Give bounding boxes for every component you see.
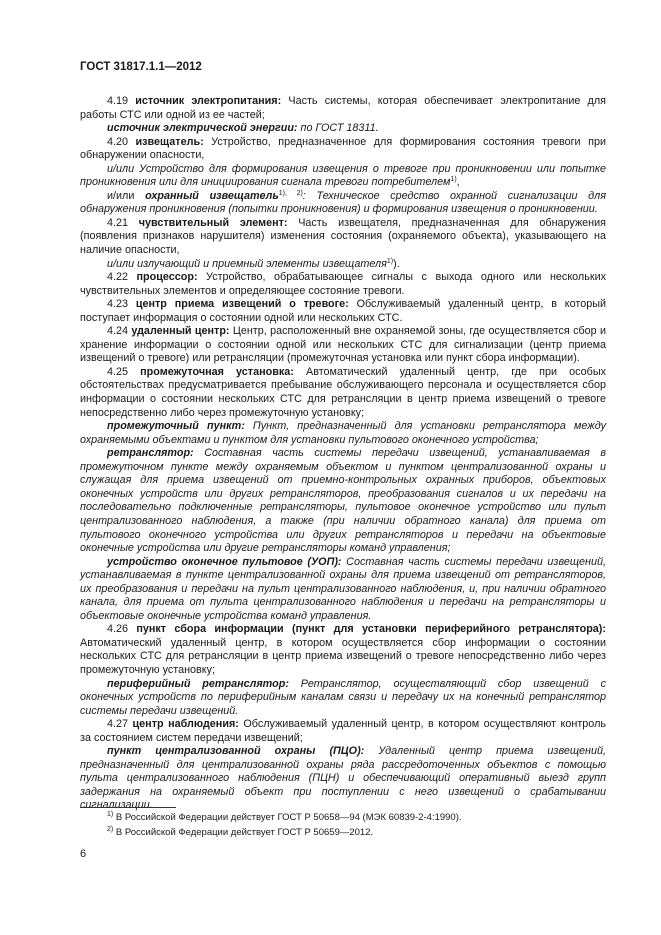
term: периферийный ретранслятор:	[107, 677, 289, 690]
footnote-ref: 1), 2)	[278, 189, 303, 197]
footnote-2: $^{2)}$ В Российской Федерации действует ГОСТ Р 50659—2012.	[107, 826, 374, 838]
page-header: ГОСТ 31817.1.1—2012	[80, 61, 202, 73]
term: охранный извещатель	[145, 189, 279, 202]
term: чувствительный элемент:	[138, 216, 288, 229]
term: процессор:	[136, 271, 198, 284]
footnote-divider	[80, 807, 176, 808]
paragraph-4-19: 4.19 источник электропитания: Часть системы, которая обеспечивает электропитание для работы СТС или одной из ее частей;	[80, 95, 607, 121]
paragraph-repeater: ретранслятор: Составная часть системы передачи извещений, устанавливаемая в промежуточном пункте между охраняемым объектом и пунктом централизованной охраны и служащая для приема извещений от приемно-контрольных охранных приборов, объектовых оконечных устройств или других ретрансляторов, преобразования сигналов и их передачи на последовательно подключенные ретрансляторы, пультовое оконечное устройство или пульт централизованного наблюдения, а также (при наличии обратного канала) для приема от пультового оконечного устройства или других ретрансляторов и передачи на объектовые оконечные устройства или другие ретрансляторы команд управления;	[80, 447, 606, 555]
paragraph-4-20-alt: и/или охранный извещатель$^{1), 2)}$: Техническое средство охранной сигнализации для обнаружения проникновения (попытки проникновения) и формирования извещения о проникновении.	[80, 189, 606, 216]
footnote-ref: 1)	[450, 176, 457, 184]
paragraph-4-27: 4.27 центр наблюдения: Обслуживаемый удаленный центр, в котором осуществляют контроль за состоянием систем передачи извещений;	[80, 718, 607, 744]
document-body	[80, 95, 606, 813]
term: центр наблюдения:	[132, 718, 239, 731]
paragraph-pco: пункт централизованной охраны (ПЦО): Удаленный центр приема извещений, предназначенный для централизованной охраны ряда рассредоточенных объектов с помощью пульта централизованного наблюдения (ПЦН) и обеспечивающий оперативный выезд групп задержания на охраняемый объект при поступлении с него извещений о срабатывании сигнализации.	[80, 745, 607, 812]
paragraph-4-24: 4.24 удаленный центр: Центр, расположенный вне охраняемой зоны, где осуществляется сбор и хранение информации о состоянии одной или нескольких СТС для сигнализации (центр приема извещений о тревоге) или ретрансляции (промежуточная установка или пункт сбора информации).	[80, 325, 607, 365]
paragraph-4-20-or: и/или Устройство для формирования извещения о тревоге при проникновении или попытке проникновения или для инициирования сигнала тревоги потребителем$^{1)}$,	[80, 162, 606, 189]
paragraph-4-21-or: и/или излучающий и приемный элементы извещателя$^{1)}$).	[107, 257, 400, 270]
term: удаленный центр:	[131, 325, 230, 338]
footnote-ref: 1)	[386, 257, 394, 265]
term: источник электрической энергии:	[107, 122, 298, 135]
paragraph-peripheral-repeater: периферийный ретранслятор: Ретранслятор, осуществляющий сбор извещений с оконечных устройств по периферийным каналам связи и передачу их на конечный ретранслятор системы передачи извещений.	[80, 677, 606, 717]
paragraph-4-20: 4.20 извещатель: Устройство, предназначенное для формирования состояния тревоги при обнаружении опасности,	[80, 135, 606, 162]
term: извещатель:	[135, 135, 204, 148]
term: источник электропитания:	[135, 95, 282, 107]
paragraph-4-25: 4.25 промежуточная установка: Автоматический удаленный центр, где при особых обстоятельствах предусматривается пребывание обслуживающего персонала и осуществляется сбор информации о состоянии нескольких СТС для ретрансляции в центр приема извещений о тревоге непосредственно либо через промежуточную установку;	[80, 365, 606, 419]
term: пункт централизованной охраны (ПЦО):	[107, 745, 365, 758]
page-number: 6	[80, 848, 87, 860]
term: устройство оконечное пультовое (УОП):	[107, 555, 342, 568]
term: промежуточный пункт:	[107, 420, 245, 433]
term: промежуточная установка:	[140, 365, 294, 378]
paragraph-intermediate-point: промежуточный пункт: Пункт, предназначенный для установки ретранслятора между охраняемыми объектами и пунктом для установки пультового оконечного устройства;	[80, 420, 606, 446]
footnote-1: $^{1)}$ В Российской Федерации действует ГОСТ Р 50658—94 (МЭК 60839-2-4:1990).	[107, 811, 462, 823]
paragraph-4-23: 4.23 центр приема извещений о тревоге: Обслуживаемый удаленный центр, в который поступает информация о состоянии одной или нескольких СТС.	[80, 298, 606, 324]
term: центр приема извещений о тревоге:	[135, 298, 349, 311]
paragraph-4-22: 4.22 процессор: Устройство, обрабатывающее сигналы с выхода одного или нескольких чувствительных элементов и определяющее состояние тревоги.	[80, 271, 607, 297]
paragraph-4-21: 4.21 чувствительный элемент: Часть извещателя, предназначенная для обнаружения (появления признаков нарушителя) изменения состояния (охраняемого объекта), указывающего на наличие опасности,	[80, 216, 607, 257]
term: пункт сбора информации (пункт для установки периферийного ретранслятора):	[136, 623, 606, 636]
paragraph-uop: устройство оконечное пультовое (УОП): Составная часть системы передачи извещений, устанавливаемая в пункте централизованной охраны для приема извещений от ретрансляторов, их преобразования и передачи на пульт централизованного наблюдения, и, при наличии обратного канала, для приема от пульта централизованного наблюдения и передачи на ретрансляторы и объектовые оконечные устройства команд управления.	[80, 555, 606, 622]
term: ретранслятор:	[107, 447, 194, 460]
paragraph-4-19-alt: источник электрической энергии: по ГОСТ 18311.	[107, 122, 379, 135]
paragraph-4-26: 4.26 пункт сбора информации (пункт для установки периферийного ретранслятора): Автоматический удаленный центр, в котором осуществляется сбор информации о состоянии нескольких СТС для ретрансляции в центр приема извещений о тревоге непосредственно либо через промежуточную установку;	[80, 623, 606, 676]
